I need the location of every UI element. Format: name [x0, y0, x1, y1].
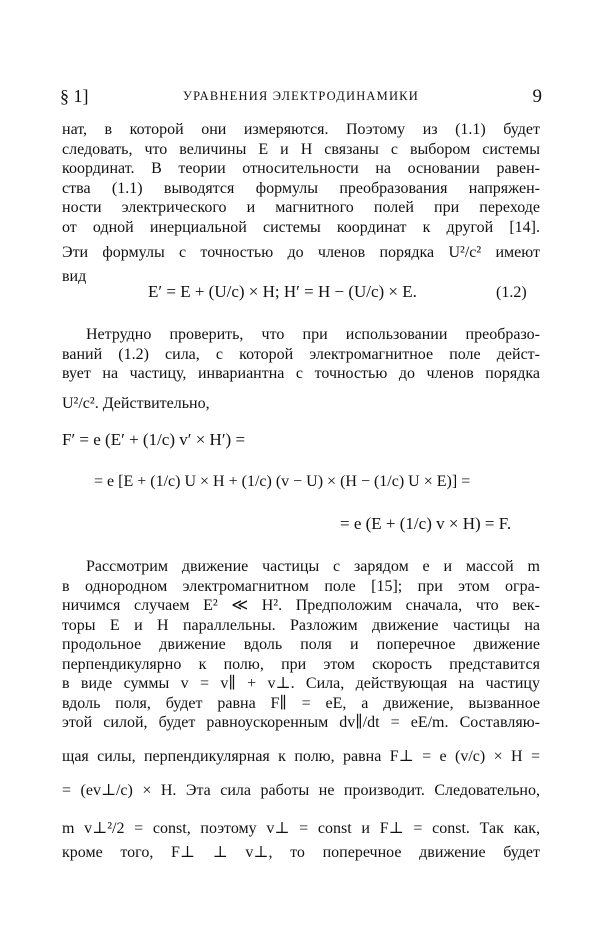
- text-line: перпендикулярно к полю, при этом скорость представится: [62, 655, 540, 673]
- page-number: 9: [532, 86, 542, 107]
- text-line: ности электрического и магнитного полей при переходе: [62, 199, 540, 216]
- text-line: следовать, что величины E и H связаны с выбором системы: [62, 140, 540, 158]
- paragraph-3: [62, 557, 540, 863]
- text-line: этой силой, будет равноускоренным dv∥/dt = eE/m. Составляю-: [62, 714, 540, 731]
- text-line: вид: [62, 267, 87, 285]
- chapter-title: УРАВНЕНИЯ ЭЛЕКТРОДИНАМИКИ: [183, 89, 419, 103]
- text-line: щая силы, перпендикулярная к полю, равна F⊥ = e (v/c) × H =: [62, 748, 540, 765]
- text-line: торы E и H параллельны. Разложим движение частицы на: [62, 616, 540, 634]
- text-line: координат. В теории относительности на основании равен-: [62, 160, 540, 177]
- section-marker: § 1]: [60, 86, 89, 106]
- text-line: ваний (1.2) сила, с которой электромагнитное поле дейст-: [62, 345, 540, 363]
- text-line: U²/c². Действительно,: [62, 395, 210, 412]
- text-line: от одной инерциальной системы координат к другой [14].: [62, 218, 540, 236]
- paragraph-1: [62, 120, 540, 286]
- paragraph-2: [62, 325, 540, 414]
- running-header: [60, 86, 542, 110]
- text-line: вует на частицу, инвариантна с точностью до членов порядка: [62, 365, 540, 382]
- force-equation-line-1: F′ = e (E′ + (1/c) v′ × H′) =: [62, 430, 246, 449]
- text-line: нат, в которой они измеряются. Поэтому из (1.1) будет: [62, 121, 540, 138]
- force-equation-line-3: = e (E + (1/c) v × H) = F.: [340, 514, 512, 533]
- text-line: в однородном электромагнитном поле [15]; при этом огра-: [62, 577, 540, 595]
- text-line: Нетрудно проверить, что при использовании преобразо-: [86, 326, 540, 343]
- text-line: Эти формулы с точностью до членов порядка U²/c² имеют: [62, 243, 540, 261]
- text-line: кроме того, F⊥ ⊥ v⊥, то поперечное движение будет: [62, 844, 540, 861]
- equation-label: (1.2): [496, 284, 527, 301]
- text-line: вдоль поля, будет равна F∥ = eE, а движение, вызванное: [62, 694, 540, 712]
- text-line: m v⊥²/2 = const, поэтому v⊥ = const и F⊥ = const. Так как,: [62, 820, 540, 837]
- text-line: Рассмотрим движение частицы с зарядом e и массой m: [86, 558, 540, 575]
- text-line: ства (1.1) выводятся формулы преобразования напряжен-: [62, 179, 540, 197]
- force-equation-line-2: = e [E + (1/c) U × H + (1/c) (v − U) × (H − (1/c) U × E)] =: [94, 473, 471, 490]
- equation-1-2: E′ = E + (U/c) × H; H′ = H − (U/c) × E.: [148, 282, 417, 301]
- text-line: в виде суммы v = v∥ + v⊥. Сила, действующая на частицу: [62, 675, 540, 692]
- text-line: продольное движение вдоль поля и поперечное движение: [62, 636, 540, 653]
- text-line: = (ev⊥/c) × H. Эта сила работы не производит. Следовательно,: [62, 782, 540, 799]
- text-line: ничимся случаем E² ≪ H². Предположим сначала, что век-: [62, 597, 540, 614]
